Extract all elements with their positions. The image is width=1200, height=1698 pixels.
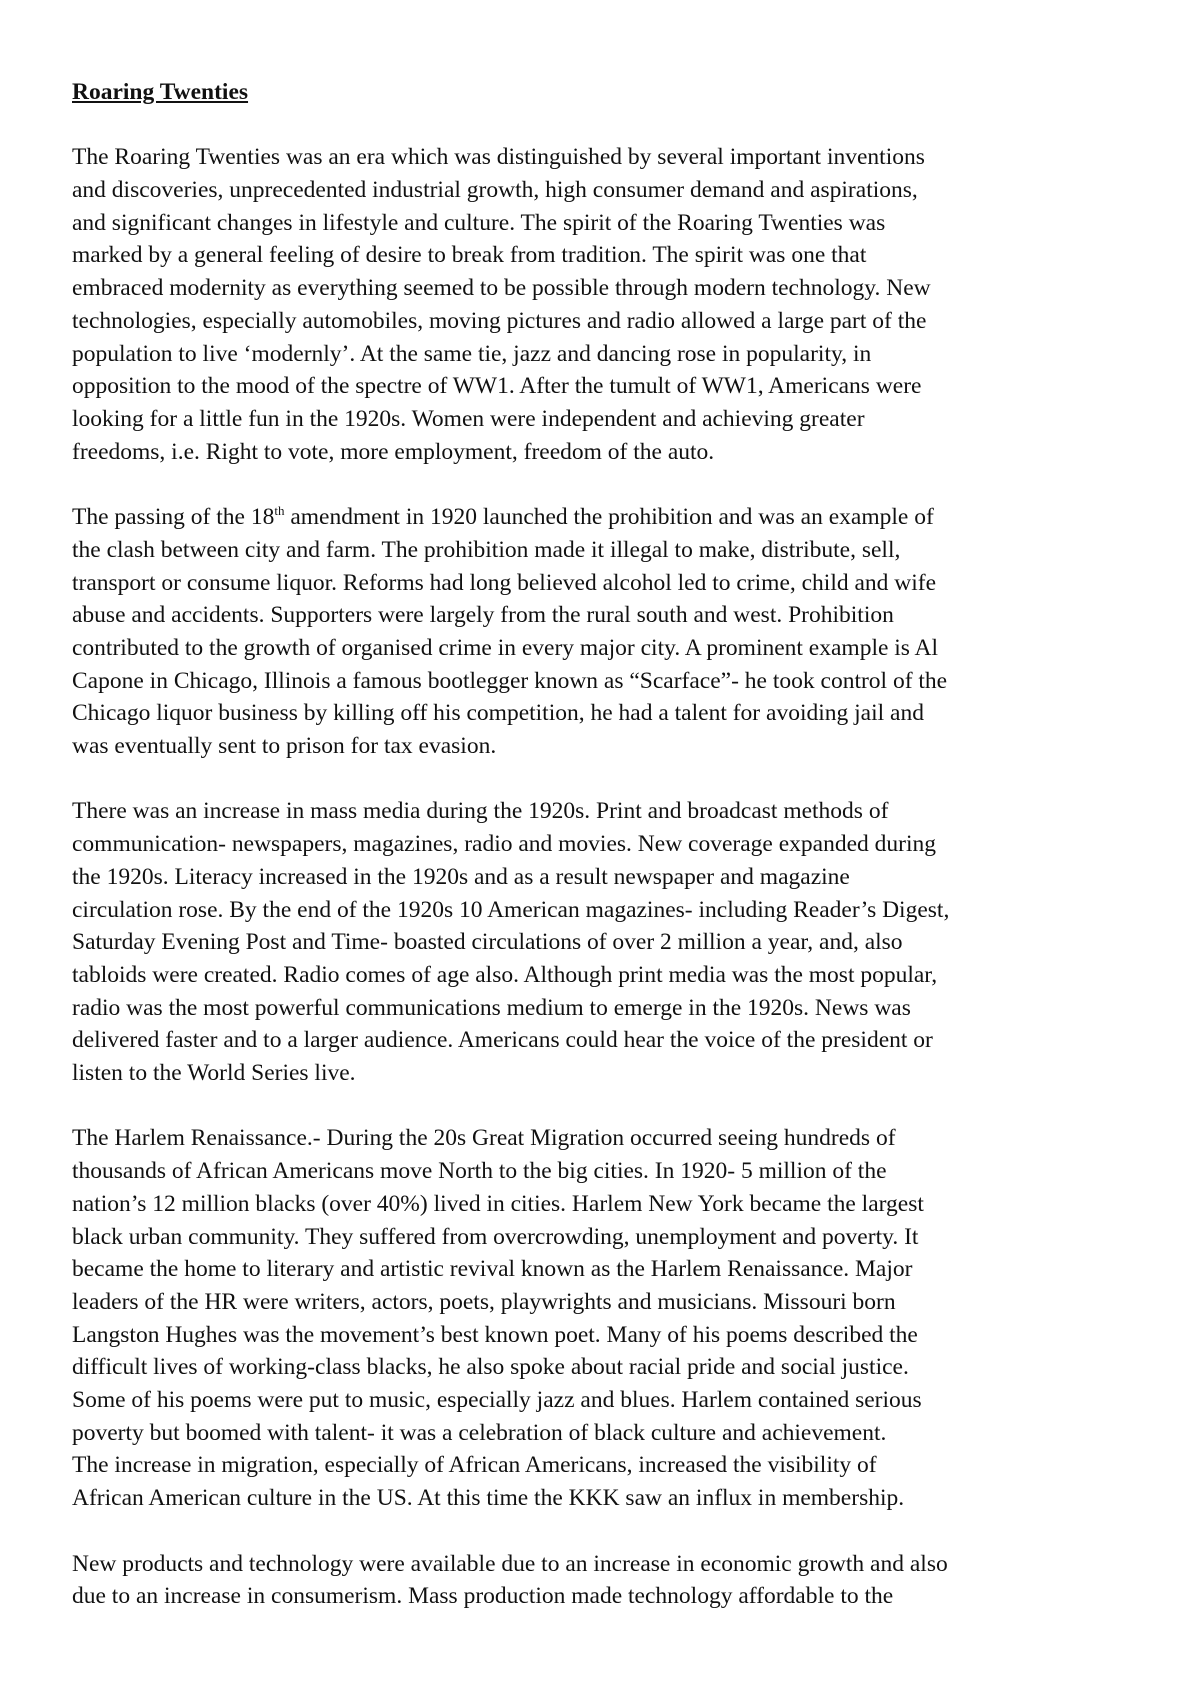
text-line xyxy=(72,501,1142,534)
text-line: due to an increase in consumerism. Mass production made technology affordable to the xyxy=(72,1583,894,1610)
text-line: and significant changes in lifestyle and culture. The spirit of the Roaring Twenties was xyxy=(72,209,886,236)
paragraph-mass-media xyxy=(72,795,1142,1089)
text-line: opposition to the mood of the spectre of WW1. After the tumult of WW1, Americans were xyxy=(72,373,922,400)
text-line: Langston Hughes was the movement’s best known poet. Many of his poems described the xyxy=(72,1321,918,1348)
superscript: th xyxy=(274,503,285,519)
text-line: delivered faster and to a larger audience. Americans could hear the voice of the president or xyxy=(72,1027,933,1054)
text-line: and discoveries, unprecedented industrial growth, high consumer demand and aspirations, xyxy=(72,177,918,204)
text-line: listen to the World Series live. xyxy=(72,1060,356,1087)
text-line: difficult lives of working-class blacks, he also spoke about racial pride and social justice. xyxy=(72,1354,909,1381)
text-line: African American culture in the US. At this time the KKK saw an influx in membership. xyxy=(72,1485,905,1512)
text-line: technologies, especially automobiles, moving pictures and radio allowed a large part of the xyxy=(72,307,927,334)
text-line: marked by a general feeling of desire to break from tradition. The spirit was one that xyxy=(72,242,867,269)
document-body xyxy=(72,76,1142,1613)
text-line: poverty but boomed with talent- it was a celebration of black culture and achievement. xyxy=(72,1419,887,1446)
text-line: the clash between city and farm. The prohibition made it illegal to make, distribute, sell, xyxy=(72,536,901,563)
paragraph-spacer xyxy=(72,1090,1142,1123)
paragraph-roaring-twenties-intro xyxy=(72,141,1142,468)
text-line: There was an increase in mass media during the 1920s. Print and broadcast methods of xyxy=(72,798,889,825)
text-line: looking for a little fun in the 1920s. Women were independent and achieving greater xyxy=(72,406,865,432)
paragraph-prohibition xyxy=(72,501,1142,763)
paragraph-spacer xyxy=(72,763,1142,796)
text-line: population to live ‘modernly’. At the same tie, jazz and dancing rose in popularity, in xyxy=(72,340,872,367)
text-line: circulation rose. By the end of the 1920s 10 American magazines- including Reader’s Digest, xyxy=(72,896,950,923)
text-line: thousands of African Americans move North to the big cities. In 1920- 5 million of the xyxy=(72,1158,887,1185)
paragraph-spacer xyxy=(72,1515,1142,1548)
text-line: The Harlem Renaissance.- During the 20s Great Migration occurred seeing hundreds of xyxy=(72,1125,896,1152)
paragraph-spacer xyxy=(72,468,1142,501)
text-fragment: The passing of the 18 xyxy=(72,504,275,531)
text-line: tabloids were created. Radio comes of age also. Although print media was the most popular, xyxy=(72,961,938,988)
text-line: black urban community. They suffered from overcrowding, unemployment and poverty. It xyxy=(72,1223,919,1250)
text-line: freedoms, i.e. Right to vote, more employment, freedom of the auto. xyxy=(72,438,715,465)
text-line: the 1920s. Literacy increased in the 1920s and as a result newspaper and magazine xyxy=(72,863,850,890)
text-line: New products and technology were available due to an increase in economic growth and also xyxy=(72,1550,948,1577)
document-title: Roaring Twenties xyxy=(72,79,249,105)
text-line: was eventually sent to prison for tax evasion. xyxy=(72,733,497,760)
text-line: radio was the most powerful communications medium to emerge in the 1920s. News was xyxy=(72,994,911,1021)
text-fragment: amendment in 1920 launched the prohibition and was an example of xyxy=(284,504,934,531)
paragraph-spacer xyxy=(72,109,1142,142)
text-line: abuse and accidents. Supporters were largely from the rural south and west. Prohibition xyxy=(72,602,894,629)
paragraph-harlem-renaissance xyxy=(72,1122,1142,1514)
text-line: The Roaring Twenties was an era which was distinguished by several important inventions xyxy=(72,144,925,171)
text-line: Chicago liquor business by killing off his competition, he had a talent for avoiding jail and xyxy=(72,700,924,727)
text-line: Capone in Chicago, Illinois a famous bootlegger known as “Scarface”- he took control of the xyxy=(72,667,948,694)
text-line: transport or consume liquor. Reforms had long believed alcohol led to crime, child and wife xyxy=(72,569,937,596)
text-line: Some of his poems were put to music, especially jazz and blues. Harlem contained serious xyxy=(72,1387,922,1414)
paragraph-new-products xyxy=(72,1548,1142,1613)
text-line: became the home to literary and artistic revival known as the Harlem Renaissance. Major xyxy=(72,1256,913,1283)
text-line: embraced modernity as everything seemed to be possible through modern technology. New xyxy=(72,275,931,302)
text-line: communication- newspapers, magazines, radio and movies. New coverage expanded during xyxy=(72,831,936,858)
text-line: The increase in migration, especially of African Americans, increased the visibility of xyxy=(72,1452,877,1479)
text-line: contributed to the growth of organised crime in every major city. A prominent example is Al xyxy=(72,634,939,661)
text-line: leaders of the HR were writers, actors, poets, playwrights and musicians. Missouri born xyxy=(72,1288,896,1315)
text-line: nation’s 12 million blacks (over 40%) lived in cities. Harlem New York became the largest xyxy=(72,1190,924,1217)
text-line: Saturday Evening Post and Time- boasted circulations of over 2 million a year, and, also xyxy=(72,929,903,956)
